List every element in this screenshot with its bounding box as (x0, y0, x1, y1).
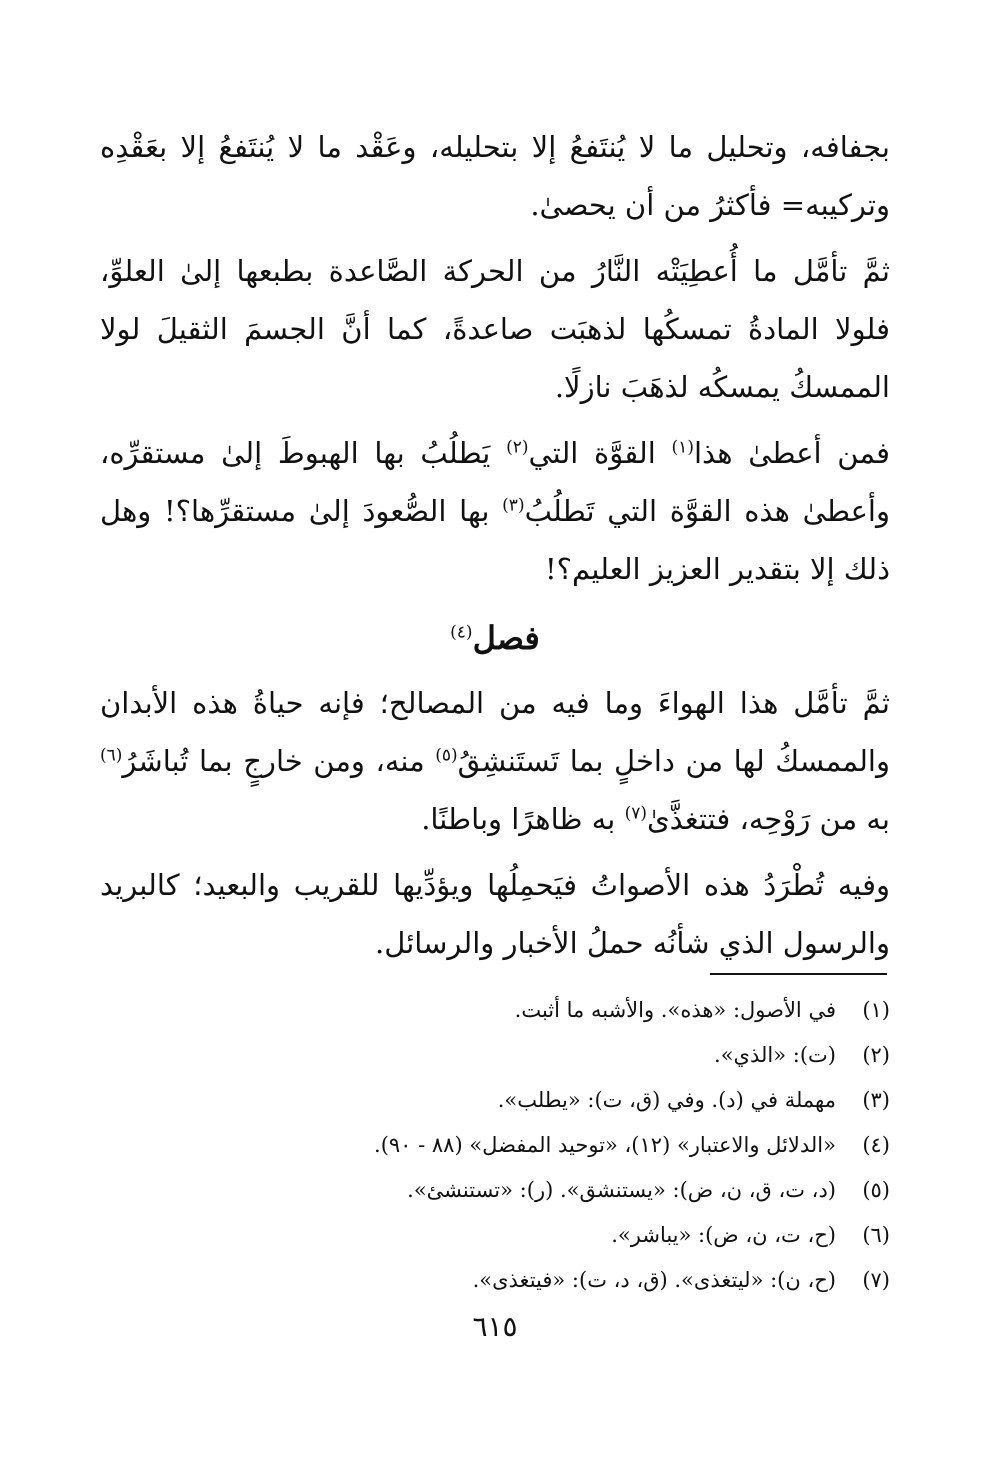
paragraph-3-text-b: القوَّة التي (528, 436, 672, 470)
paragraph-1-line-1: بجفافه، وتحليل ما لا يُنتَفعُ إلا بتحليله، وعَقْد ما لا يُنتَفعُ إلا بعَقْدِه (100, 130, 890, 164)
footnote-4-text: «الدلائل والاعتبار» (١٢)، «توحيد المفضل» (٨٨ - ٩٠). (374, 1133, 836, 1157)
footnote-2 (100, 1033, 890, 1078)
footnote-3-number: (٣) (862, 1088, 890, 1112)
footnote-2-number: (٢) (862, 1043, 890, 1067)
footnote-marker-1: (١) (671, 437, 694, 458)
footnote-marker-4: (٤) (450, 622, 473, 643)
footnote-4-number: (٤) (862, 1133, 890, 1157)
paragraph-3-text-a: فمن أعطىٰ هذا (693, 436, 890, 470)
paragraph-4-text-b: منه، ومن خارجٍ بما تُباشَرُ (122, 744, 436, 778)
page-number: ٦١٥ (472, 1310, 518, 1343)
footnote-1-number: (١) (862, 998, 890, 1022)
main-text (100, 118, 890, 972)
footnote-1 (100, 988, 890, 1033)
paragraph-3-text-c: يَطلُبُ بها الهبوطَ إلىٰ مستقرِّه، وأعطىٰ هذه القوَّة التي تَطلُبُ (100, 436, 890, 528)
paragraph-2-line-3: لذهَبَ نازلًا. (554, 370, 689, 404)
footnote-marker-2: (٢) (506, 437, 529, 458)
paragraph-4-text-c: به من رَوْحِه، فتتغذَّىٰ (646, 802, 890, 836)
footnote-3-text: مهملة في (د). وفي (ق، ت): «يطلب». (497, 1088, 836, 1112)
footnotes-list (100, 988, 890, 1303)
footnote-7-text: (ح، ن): «ليتغذى». (ق، د، ت): «فيتغذى». (472, 1268, 836, 1292)
footnote-divider (710, 973, 887, 975)
paragraph-1 (100, 118, 890, 234)
footnote-7 (100, 1258, 890, 1303)
footnote-5 (100, 1168, 890, 1213)
footnote-5-text: (د، ت، ق، ن، ض): «يستنشق». (ر): «تستنشئ». (407, 1178, 836, 1202)
paragraph-2-line-1: ثمَّ تأمَّل ما أُعطِيَتْه النَّارُ من الحركة الصَّاعدة بطبعها إلىٰ العلوِّ، فلولا (100, 254, 891, 346)
footnote-7-number: (٧) (862, 1268, 890, 1292)
footnote-4 (100, 1123, 890, 1168)
paragraph-2 (100, 242, 890, 416)
footnote-marker-7: (٧) (624, 803, 647, 824)
paragraph-3 (100, 424, 890, 598)
footnote-marker-6: (٦) (100, 745, 123, 766)
footnote-6 (100, 1213, 890, 1258)
section-heading (100, 606, 890, 670)
paragraph-4 (100, 674, 890, 848)
footnote-5-number: (٥) (862, 1178, 890, 1202)
paragraph-4-text-a: ثمَّ تأمَّل هذا الهواءَ وما فيه من المصالح؛ فإنه حياةُ هذه الأبدان والممسكُ لها من داخلٍ بما تَستَنشِقُ (100, 686, 890, 778)
paragraph-1-line-2: وتركيبه= فأكثرُ من أن يحصىٰ. (530, 188, 890, 222)
paragraph-4-text-d: به ظاهرًا وباطنًا. (421, 802, 625, 836)
footnote-6-number: (٦) (862, 1223, 890, 1247)
paragraph-3-text-d: بها الصُّعودَ إلىٰ مستقرِّها؟! وهل ذلك إلا بتقدير العزيز العليم؟! (100, 494, 890, 586)
footnote-2-text: (ت): «الذي». (714, 1043, 836, 1067)
footnote-marker-5: (٥) (435, 745, 458, 766)
paragraph-2-line-2: المادةُ تمسكُها لذهبَت صاعدةً، كما أنَّ الجسمَ الثقيلَ لولا الممسكُ يمسكُه (100, 312, 890, 404)
footnote-3 (100, 1078, 890, 1123)
footnote-6-text: (ح، ت، ن، ض): «يباشر». (611, 1223, 836, 1247)
paragraph-5: وفيه تُطْرَدُ هذه الأصواتُ فيَحمِلُها ويؤدِّيها للقريب والبعيد؛ كالبريد والرسول الذي شأنُه حملُ الأخبار والرسائل. (100, 868, 890, 960)
footnote-1-text: في الأصول: «هذه». والأشبه ما أثبت. (514, 998, 836, 1022)
section-heading-label: فصل (472, 619, 540, 657)
footnote-marker-3: (٣) (502, 495, 525, 516)
